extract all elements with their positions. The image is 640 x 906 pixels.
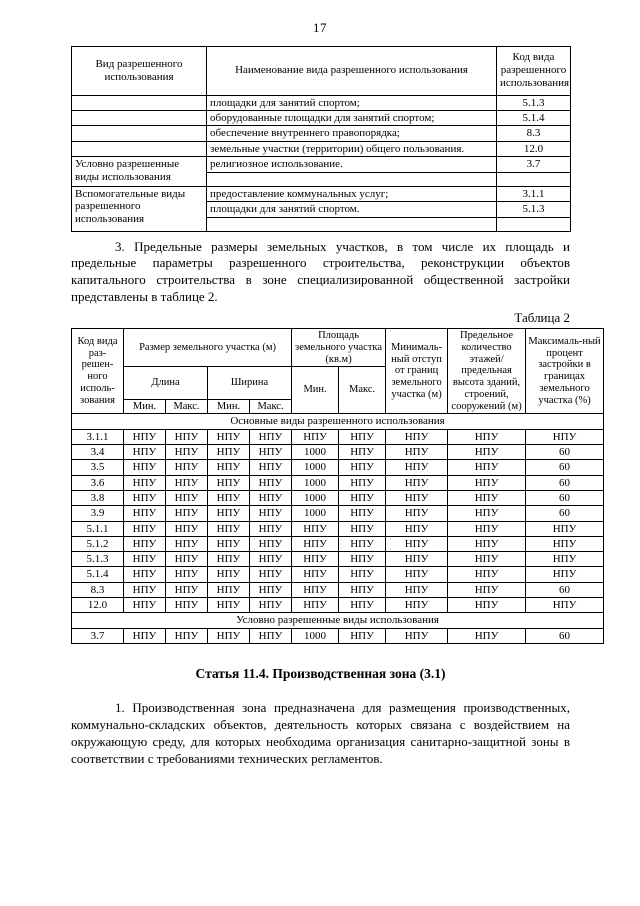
header-width-max: Макс.: [250, 399, 292, 414]
cell-code: 5.1.3: [72, 552, 124, 567]
cell-length-max: НПУ: [166, 429, 208, 444]
cell-area-max: НПУ: [339, 460, 386, 475]
cell-width-min: НПУ: [208, 475, 250, 490]
page-number: 17: [313, 20, 327, 35]
cell-length-max: НПУ: [166, 582, 208, 597]
cell-length-min: НПУ: [124, 552, 166, 567]
permitted-use-table-body: [72, 95, 571, 231]
cell-percent: 60: [526, 582, 604, 597]
cell-width-max: НПУ: [250, 444, 292, 459]
cell-area-min: НПУ: [292, 429, 339, 444]
cell-code: 3.6: [72, 475, 124, 490]
cell-percent: НПУ: [526, 429, 604, 444]
header-width: Ширина: [208, 367, 292, 399]
table-row: [72, 95, 571, 110]
cell-area-max: НПУ: [339, 429, 386, 444]
cell-width-min: НПУ: [208, 490, 250, 505]
cell-area-min: 1000: [292, 475, 339, 490]
cell-area-max: НПУ: [339, 475, 386, 490]
cell-area-max: НПУ: [339, 628, 386, 643]
permitted-use-table: [71, 46, 571, 232]
header-length-max: Макс.: [166, 399, 208, 414]
cell-setback: НПУ: [386, 475, 448, 490]
cell-area-max: НПУ: [339, 506, 386, 521]
cell-code-empty: [497, 217, 571, 231]
cell-area-min: 1000: [292, 460, 339, 475]
cell-length-max: НПУ: [166, 628, 208, 643]
cell-length-min: НПУ: [124, 567, 166, 582]
cell-name: оборудованные площадки для занятий спортом;: [207, 110, 497, 125]
cell-length-min: НПУ: [124, 628, 166, 643]
table-row: [72, 552, 604, 567]
table-row: [72, 110, 571, 125]
cell-code: 3.7: [497, 157, 571, 172]
section-title: Основные виды разрешенного использования: [72, 414, 604, 429]
cell-length-min: НПУ: [124, 582, 166, 597]
cell-length-min: НПУ: [124, 598, 166, 613]
cell-area-max: НПУ: [339, 444, 386, 459]
table-row: [72, 521, 604, 536]
cell-code: 5.1.3: [497, 202, 571, 217]
article-paragraph-1: 1. Производственная зона предназначена для размещения производственных, коммунально-складских объектов, деятельность которых связана с воздействием на окружающую среду, для которых необходима организация санитарно-защитной зоны в соответствии с требованиями технических регламентов.: [71, 700, 570, 766]
cell-width-min: НПУ: [208, 429, 250, 444]
land-parameters-table-body: [72, 414, 604, 644]
page-content: [71, 46, 601, 768]
cell-code: 3.8: [72, 490, 124, 505]
cell-area-max: НПУ: [339, 598, 386, 613]
cell-code: 8.3: [72, 582, 124, 597]
header-width-min: Мин.: [208, 399, 250, 414]
cell-length-min: НПУ: [124, 506, 166, 521]
table2-caption: Таблица 2: [514, 310, 570, 326]
cell-floors: НПУ: [448, 536, 526, 551]
header-length: Длина: [124, 367, 208, 399]
cell-kind: Условно разрешенные виды использования: [72, 157, 207, 186]
cell-name: обеспечение внутреннего правопорядка;: [207, 126, 497, 141]
cell-floors: НПУ: [448, 506, 526, 521]
cell-code: 3.1.1: [497, 186, 571, 201]
cell-width-max: НПУ: [250, 460, 292, 475]
cell-code: 5.1.1: [72, 521, 124, 536]
table-row: [72, 475, 604, 490]
cell-kind: [72, 95, 207, 110]
cell-width-min: НПУ: [208, 598, 250, 613]
cell-kind: Вспомогательные виды разрешенного использования: [72, 186, 207, 231]
cell-area-max: НПУ: [339, 552, 386, 567]
cell-length-max: НПУ: [166, 475, 208, 490]
cell-length-max: НПУ: [166, 444, 208, 459]
header-area-min: Мин.: [292, 367, 339, 414]
table-row: [72, 157, 571, 172]
cell-code: 3.1.1: [72, 429, 124, 444]
article-heading: Статья 11.4. Производственная зона (3.1): [195, 666, 446, 682]
cell-code: 5.1.4: [72, 567, 124, 582]
cell-name: земельные участки (территории) общего пользования.: [207, 141, 497, 156]
header-name: Наименование вида разрешенного использования: [207, 47, 497, 96]
header-area-group: Площадь земельного участка (кв.м): [292, 329, 386, 367]
cell-setback: НПУ: [386, 582, 448, 597]
cell-area-min: НПУ: [292, 598, 339, 613]
cell-percent: 60: [526, 475, 604, 490]
cell-area-max: НПУ: [339, 536, 386, 551]
cell-setback: НПУ: [386, 429, 448, 444]
cell-percent: НПУ: [526, 521, 604, 536]
cell-length-min: НПУ: [124, 460, 166, 475]
table-row: [72, 506, 604, 521]
cell-percent: НПУ: [526, 536, 604, 551]
cell-length-min: НПУ: [124, 521, 166, 536]
table-row: [72, 444, 604, 459]
cell-percent: 60: [526, 506, 604, 521]
cell-width-min: НПУ: [208, 582, 250, 597]
cell-width-min: НПУ: [208, 506, 250, 521]
cell-area-min: 1000: [292, 506, 339, 521]
cell-width-max: НПУ: [250, 628, 292, 643]
table-row: [72, 536, 604, 551]
table-row: [72, 628, 604, 643]
cell-area-max: НПУ: [339, 567, 386, 582]
cell-width-min: НПУ: [208, 521, 250, 536]
cell-code-empty: [497, 172, 571, 186]
cell-width-min: НПУ: [208, 567, 250, 582]
cell-percent: НПУ: [526, 598, 604, 613]
cell-length-max: НПУ: [166, 567, 208, 582]
cell-floors: НПУ: [448, 475, 526, 490]
section-header-row: [72, 414, 604, 429]
cell-floors: НПУ: [448, 567, 526, 582]
cell-setback: НПУ: [386, 567, 448, 582]
cell-width-min: НПУ: [208, 552, 250, 567]
cell-name-empty: [207, 172, 497, 186]
header-floors: Предельное количество этажей/ предельная высота зданий, строений, сооружений (м): [448, 329, 526, 414]
cell-code: 12.0: [497, 141, 571, 156]
cell-length-min: НПУ: [124, 490, 166, 505]
cell-width-max: НПУ: [250, 582, 292, 597]
cell-area-max: НПУ: [339, 521, 386, 536]
cell-code: 5.1.2: [72, 536, 124, 551]
cell-width-max: НПУ: [250, 475, 292, 490]
cell-name-empty: [207, 217, 497, 231]
paragraph-3: 3. Предельные размеры земельных участков, в том числе их площадь и предельные параметры разрешенного строительства, реконструкции объектов капитального строительства в зоне специализированной общественной застройки представлены в таблице 2.: [71, 238, 570, 305]
cell-area-max: НПУ: [339, 490, 386, 505]
cell-setback: НПУ: [386, 506, 448, 521]
cell-floors: НПУ: [448, 598, 526, 613]
cell-floors: НПУ: [448, 552, 526, 567]
cell-width-max: НПУ: [250, 490, 292, 505]
table-row: [72, 460, 604, 475]
cell-floors: НПУ: [448, 490, 526, 505]
cell-width-max: НПУ: [250, 506, 292, 521]
cell-percent: НПУ: [526, 567, 604, 582]
header-code: Код вида разрешенного использования: [497, 47, 571, 96]
cell-code: 3.5: [72, 460, 124, 475]
cell-code: 3.7: [72, 628, 124, 643]
cell-setback: НПУ: [386, 521, 448, 536]
cell-length-min: НПУ: [124, 475, 166, 490]
cell-width-max: НПУ: [250, 598, 292, 613]
cell-length-min: НПУ: [124, 536, 166, 551]
cell-floors: НПУ: [448, 429, 526, 444]
land-parameters-table: [71, 328, 604, 644]
cell-length-max: НПУ: [166, 521, 208, 536]
cell-length-max: НПУ: [166, 598, 208, 613]
cell-area-min: НПУ: [292, 567, 339, 582]
header-size-group: Размер земельного участка (м): [124, 329, 292, 367]
cell-code: 8.3: [497, 126, 571, 141]
header-area-max: Макс.: [339, 367, 386, 414]
section-title: Условно разрешенные виды использования: [72, 613, 604, 628]
cell-kind: [72, 141, 207, 156]
cell-length-max: НПУ: [166, 536, 208, 551]
cell-floors: НПУ: [448, 521, 526, 536]
cell-name: религиозное использование.: [207, 157, 497, 172]
cell-percent: 60: [526, 490, 604, 505]
table2-header-row-1: [72, 329, 604, 367]
cell-percent: 60: [526, 444, 604, 459]
cell-kind: [72, 110, 207, 125]
cell-percent: 60: [526, 628, 604, 643]
cell-width-min: НПУ: [208, 628, 250, 643]
cell-floors: НПУ: [448, 444, 526, 459]
cell-length-min: НПУ: [124, 429, 166, 444]
cell-width-min: НПУ: [208, 444, 250, 459]
cell-code: 5.1.4: [497, 110, 571, 125]
cell-floors: НПУ: [448, 582, 526, 597]
cell-area-min: 1000: [292, 490, 339, 505]
table-header-row: [72, 47, 571, 96]
cell-area-min: 1000: [292, 444, 339, 459]
cell-width-max: НПУ: [250, 552, 292, 567]
cell-length-max: НПУ: [166, 506, 208, 521]
cell-code: 3.9: [72, 506, 124, 521]
cell-area-min: НПУ: [292, 536, 339, 551]
header-code: Код вида раз-решен-ного исполь-зования: [72, 329, 124, 414]
cell-name: предоставление коммунальных услуг;: [207, 186, 497, 201]
cell-width-min: НПУ: [208, 536, 250, 551]
cell-length-max: НПУ: [166, 552, 208, 567]
table-row: [72, 567, 604, 582]
section-header-row: [72, 613, 604, 628]
cell-area-min: НПУ: [292, 521, 339, 536]
cell-length-max: НПУ: [166, 490, 208, 505]
cell-code: 5.1.3: [497, 95, 571, 110]
cell-name: площадки для занятий спортом;: [207, 95, 497, 110]
cell-area-min: НПУ: [292, 552, 339, 567]
table-row: [72, 141, 571, 156]
table-row: [72, 186, 571, 201]
header-setback: Минималь-ный отступ от границ земельного участка (м): [386, 329, 448, 414]
header-kind: Вид разрешенного использования: [72, 47, 207, 96]
cell-setback: НПУ: [386, 460, 448, 475]
cell-setback: НПУ: [386, 444, 448, 459]
table-row: [72, 598, 604, 613]
cell-kind: [72, 126, 207, 141]
cell-code: 12.0: [72, 598, 124, 613]
cell-setback: НПУ: [386, 598, 448, 613]
table-row: [72, 582, 604, 597]
cell-area-min: НПУ: [292, 582, 339, 597]
cell-floors: НПУ: [448, 460, 526, 475]
cell-setback: НПУ: [386, 552, 448, 567]
cell-width-max: НПУ: [250, 567, 292, 582]
cell-length-max: НПУ: [166, 460, 208, 475]
cell-width-max: НПУ: [250, 521, 292, 536]
cell-area-max: НПУ: [339, 582, 386, 597]
cell-width-max: НПУ: [250, 429, 292, 444]
cell-length-min: НПУ: [124, 444, 166, 459]
cell-percent: 60: [526, 460, 604, 475]
cell-setback: НПУ: [386, 628, 448, 643]
cell-setback: НПУ: [386, 490, 448, 505]
cell-percent: НПУ: [526, 552, 604, 567]
cell-code: 3.4: [72, 444, 124, 459]
header-length-min: Мин.: [124, 399, 166, 414]
cell-area-min: 1000: [292, 628, 339, 643]
cell-name: площадки для занятий спортом.: [207, 202, 497, 217]
cell-setback: НПУ: [386, 536, 448, 551]
cell-width-max: НПУ: [250, 536, 292, 551]
header-percent: Максималь-ный процент застройки в границах земельного участка (%): [526, 329, 604, 414]
cell-width-min: НПУ: [208, 460, 250, 475]
table-row: [72, 429, 604, 444]
cell-floors: НПУ: [448, 628, 526, 643]
table-row: [72, 490, 604, 505]
table-row: [72, 126, 571, 141]
